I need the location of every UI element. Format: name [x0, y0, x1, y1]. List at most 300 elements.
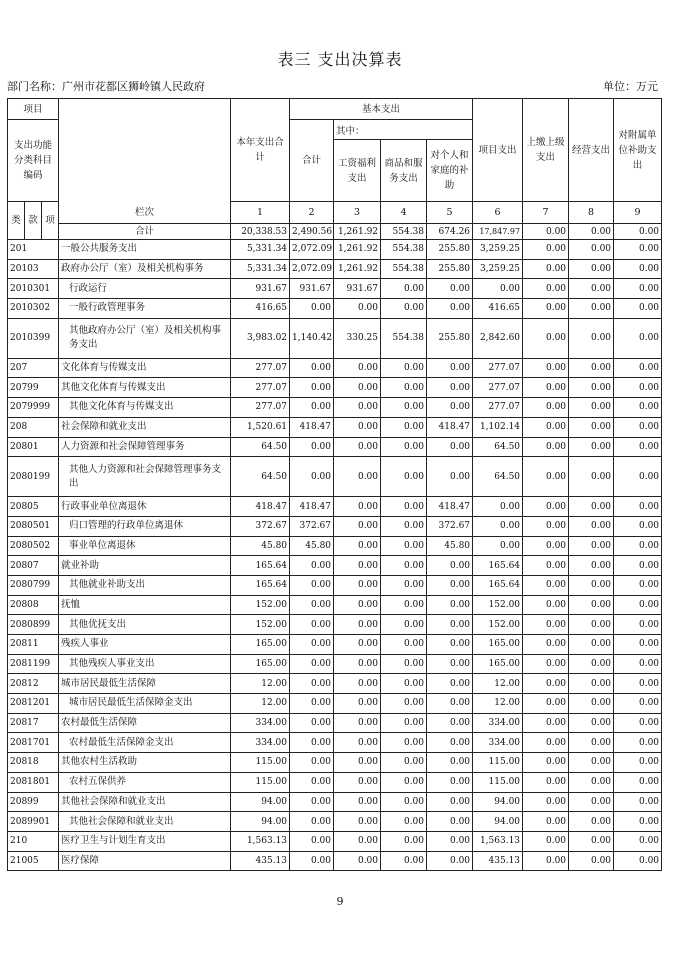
subject-name: 抚恤 [59, 595, 231, 615]
amount-cell: 0.00 [427, 831, 473, 851]
amount-cell: 64.50 [231, 457, 290, 497]
amount-cell: 0.00 [569, 299, 614, 319]
col-number: 8 [569, 202, 614, 224]
amount-cell: 115.00 [231, 772, 290, 792]
total-cell: 2,490.56 [290, 224, 334, 240]
amount-cell: 0.00 [569, 733, 614, 753]
amount-cell: 0.00 [569, 240, 614, 260]
amount-cell: 435.13 [473, 851, 523, 871]
amount-cell: 1,563.13 [473, 831, 523, 851]
subject-code: 20103 [8, 259, 59, 279]
col-number: 5 [427, 202, 473, 224]
amount-cell: 0.00 [381, 279, 427, 299]
department-name: 部门名称：广州市花都区狮岭镇人民政府 [7, 80, 205, 93]
amount-cell: 0.00 [427, 398, 473, 418]
table-row [8, 299, 662, 319]
amount-cell: 0.00 [334, 772, 381, 792]
expenditure-table [7, 98, 662, 871]
amount-cell: 0.00 [334, 437, 381, 457]
amount-cell: 0.00 [334, 831, 381, 851]
subject-name: 其他残疾人事业支出 [59, 654, 231, 674]
amount-cell: 0.00 [523, 398, 569, 418]
amount-cell: 0.00 [427, 812, 473, 832]
amount-cell: 0.00 [614, 772, 662, 792]
amount-cell: 1,102.14 [473, 417, 523, 437]
subject-name: 文化体育与传媒支出 [59, 358, 231, 378]
header-subtotal: 合计 [290, 120, 334, 202]
amount-cell: 0.00 [381, 733, 427, 753]
table-row [8, 674, 662, 694]
amount-cell: 334.00 [473, 733, 523, 753]
table-row [8, 575, 662, 595]
amount-cell: 5,331.34 [231, 240, 290, 260]
amount-cell: 0.00 [523, 378, 569, 398]
amount-cell: 418.47 [427, 497, 473, 517]
subject-name: 就业补助 [59, 556, 231, 576]
table-body [8, 240, 662, 871]
total-cell: 0.00 [614, 224, 662, 240]
header-xiang: 项 [42, 202, 59, 240]
amount-cell: 435.13 [231, 851, 290, 871]
header-of-which: 其中： [334, 120, 473, 140]
table-row [8, 733, 662, 753]
amount-cell: 0.00 [290, 457, 334, 497]
table-row [8, 694, 662, 714]
amount-cell: 0.00 [334, 398, 381, 418]
amount-cell: 334.00 [473, 713, 523, 733]
amount-cell: 418.47 [427, 417, 473, 437]
amount-cell: 0.00 [290, 753, 334, 773]
header-subsidiary: 对附属单位补助支出 [614, 99, 662, 202]
amount-cell: 94.00 [473, 812, 523, 832]
amount-cell: 0.00 [290, 615, 334, 635]
amount-cell: 12.00 [231, 694, 290, 714]
amount-cell: 0.00 [334, 299, 381, 319]
amount-cell: 0.00 [614, 635, 662, 655]
amount-cell: 0.00 [523, 299, 569, 319]
amount-cell: 94.00 [231, 792, 290, 812]
amount-cell: 0.00 [290, 674, 334, 694]
amount-cell: 0.00 [290, 713, 334, 733]
header-kuan: 款 [25, 202, 42, 240]
amount-cell: 277.07 [231, 358, 290, 378]
table-row [8, 753, 662, 773]
table-row [8, 240, 662, 260]
amount-cell: 0.00 [523, 437, 569, 457]
table-row [8, 259, 662, 279]
amount-cell: 0.00 [427, 851, 473, 871]
subject-code: 210 [8, 831, 59, 851]
subject-name: 城市居民最低生活保障 [59, 674, 231, 694]
amount-cell: 0.00 [381, 457, 427, 497]
subject-code: 2080899 [8, 615, 59, 635]
amount-cell: 0.00 [290, 654, 334, 674]
subject-name: 残疾人事业 [59, 635, 231, 655]
amount-cell: 0.00 [523, 654, 569, 674]
subject-code: 208 [8, 417, 59, 437]
amount-cell: 0.00 [427, 575, 473, 595]
amount-cell: 0.00 [427, 279, 473, 299]
amount-cell: 255.80 [427, 318, 473, 358]
amount-cell: 0.00 [523, 595, 569, 615]
col-number: 6 [473, 202, 523, 224]
amount-cell: 0.00 [334, 378, 381, 398]
subject-name: 其他文化体育与传媒支出 [59, 398, 231, 418]
table-row [8, 654, 662, 674]
amount-cell: 0.00 [290, 575, 334, 595]
amount-cell: 3,259.25 [473, 240, 523, 260]
col-number: 3 [334, 202, 381, 224]
table-row [8, 851, 662, 871]
amount-cell: 0.00 [523, 358, 569, 378]
amount-cell: 0.00 [523, 792, 569, 812]
table-row [8, 457, 662, 497]
subject-name: 农村最低生活保障金支出 [59, 733, 231, 753]
amount-cell: 0.00 [381, 358, 427, 378]
amount-cell: 0.00 [427, 635, 473, 655]
amount-cell: 152.00 [231, 615, 290, 635]
col-number: 7 [523, 202, 569, 224]
header-blank [59, 99, 231, 202]
amount-cell: 0.00 [427, 674, 473, 694]
amount-cell: 0.00 [569, 497, 614, 517]
amount-cell: 0.00 [569, 713, 614, 733]
amount-cell: 3,983.02 [231, 318, 290, 358]
subject-code: 20818 [8, 753, 59, 773]
amount-cell: 0.00 [473, 536, 523, 556]
amount-cell: 554.38 [381, 259, 427, 279]
amount-cell: 64.50 [231, 437, 290, 457]
amount-cell: 0.00 [290, 595, 334, 615]
amount-cell: 0.00 [334, 516, 381, 536]
amount-cell: 0.00 [334, 497, 381, 517]
subject-name: 其他文化体育与传媒支出 [59, 378, 231, 398]
table-row [8, 536, 662, 556]
amount-cell: 0.00 [614, 358, 662, 378]
amount-cell: 0.00 [569, 457, 614, 497]
amount-cell: 0.00 [334, 812, 381, 832]
amount-cell: 115.00 [473, 753, 523, 773]
amount-cell: 0.00 [381, 437, 427, 457]
total-cell: 0.00 [569, 224, 614, 240]
amount-cell: 277.07 [473, 398, 523, 418]
amount-cell: 418.47 [231, 497, 290, 517]
subject-code: 21005 [8, 851, 59, 871]
page-title: 表三 支出决算表 [277, 50, 403, 69]
subject-name: 医疗保障 [59, 851, 231, 871]
subject-code: 2081801 [8, 772, 59, 792]
amount-cell: 0.00 [523, 497, 569, 517]
amount-cell: 0.00 [290, 635, 334, 655]
amount-cell: 416.65 [473, 299, 523, 319]
amount-cell: 0.00 [569, 398, 614, 418]
amount-cell: 94.00 [473, 792, 523, 812]
subject-name: 一般行政管理事务 [59, 299, 231, 319]
amount-cell: 0.00 [427, 299, 473, 319]
table-row [8, 635, 662, 655]
amount-cell: 0.00 [523, 318, 569, 358]
amount-cell: 0.00 [523, 556, 569, 576]
amount-cell: 0.00 [614, 398, 662, 418]
amount-cell: 0.00 [427, 733, 473, 753]
amount-cell: 0.00 [290, 812, 334, 832]
amount-cell: 931.67 [334, 279, 381, 299]
amount-cell: 0.00 [614, 318, 662, 358]
subject-name: 人力资源和社会保障管理事务 [59, 437, 231, 457]
amount-cell: 0.00 [614, 575, 662, 595]
amount-cell: 3,259.25 [473, 259, 523, 279]
amount-cell: 0.00 [614, 417, 662, 437]
amount-cell: 152.00 [473, 595, 523, 615]
amount-cell: 0.00 [381, 753, 427, 773]
subject-code: 2081701 [8, 733, 59, 753]
subject-name: 其他优抚支出 [59, 615, 231, 635]
amount-cell: 277.07 [473, 378, 523, 398]
amount-cell: 165.00 [473, 635, 523, 655]
amount-cell: 0.00 [614, 851, 662, 871]
amount-cell: 0.00 [381, 635, 427, 655]
amount-cell: 0.00 [290, 378, 334, 398]
amount-cell: 416.65 [231, 299, 290, 319]
amount-cell: 0.00 [569, 318, 614, 358]
amount-cell: 0.00 [614, 457, 662, 497]
table-row [8, 812, 662, 832]
amount-cell: 255.80 [427, 259, 473, 279]
amount-cell: 0.00 [381, 851, 427, 871]
amount-cell: 0.00 [290, 792, 334, 812]
amount-cell: 0.00 [290, 831, 334, 851]
subject-code: 2080501 [8, 516, 59, 536]
amount-cell: 0.00 [523, 457, 569, 497]
amount-cell: 0.00 [381, 417, 427, 437]
amount-cell: 931.67 [290, 279, 334, 299]
table-row [8, 398, 662, 418]
amount-cell: 0.00 [614, 713, 662, 733]
amount-cell: 0.00 [614, 259, 662, 279]
amount-cell: 0.00 [334, 575, 381, 595]
amount-cell: 0.00 [473, 279, 523, 299]
amount-cell: 2,072.09 [290, 240, 334, 260]
amount-cell: 0.00 [334, 654, 381, 674]
amount-cell: 165.64 [473, 556, 523, 576]
amount-cell: 152.00 [473, 615, 523, 635]
amount-cell: 0.00 [381, 378, 427, 398]
amount-cell: 115.00 [231, 753, 290, 773]
amount-cell: 0.00 [334, 595, 381, 615]
amount-cell: 0.00 [523, 772, 569, 792]
amount-cell: 0.00 [523, 615, 569, 635]
subject-code: 2080199 [8, 457, 59, 497]
amount-cell: 0.00 [614, 536, 662, 556]
amount-cell: 0.00 [569, 595, 614, 615]
header-goods: 商品和服务支出 [381, 140, 427, 202]
amount-cell: 0.00 [381, 536, 427, 556]
amount-cell: 0.00 [427, 753, 473, 773]
amount-cell: 931.67 [231, 279, 290, 299]
header-lei: 类 [8, 202, 25, 240]
subject-name: 其他农村生活救助 [59, 753, 231, 773]
amount-cell: 0.00 [523, 575, 569, 595]
amount-cell: 0.00 [569, 674, 614, 694]
amount-cell: 0.00 [614, 516, 662, 536]
subject-name: 归口管理的行政单位离退休 [59, 516, 231, 536]
header-upper: 上缴上级支出 [523, 99, 569, 202]
amount-cell: 0.00 [381, 595, 427, 615]
amount-cell: 0.00 [523, 812, 569, 832]
amount-cell: 0.00 [427, 457, 473, 497]
amount-cell: 0.00 [614, 595, 662, 615]
amount-cell: 2,842.60 [473, 318, 523, 358]
amount-cell: 115.00 [473, 772, 523, 792]
header-item: 项目 [8, 99, 59, 120]
subject-name: 政府办公厅（室）及相关机构事务 [59, 259, 231, 279]
amount-cell: 0.00 [290, 437, 334, 457]
col-number: 1 [231, 202, 290, 224]
amount-cell: 0.00 [614, 497, 662, 517]
amount-cell: 0.00 [381, 831, 427, 851]
amount-cell: 0.00 [523, 536, 569, 556]
subject-name: 其他就业补助支出 [59, 575, 231, 595]
amount-cell: 0.00 [427, 772, 473, 792]
subject-code: 20801 [8, 437, 59, 457]
amount-cell: 0.00 [381, 398, 427, 418]
subject-name: 医疗卫生与计划生育支出 [59, 831, 231, 851]
amount-cell: 0.00 [614, 378, 662, 398]
subject-code: 2081201 [8, 694, 59, 714]
col-number: 4 [381, 202, 427, 224]
col-number: 9 [614, 202, 662, 224]
subject-name: 行政运行 [59, 279, 231, 299]
amount-cell: 0.00 [334, 536, 381, 556]
total-cell: 674.26 [427, 224, 473, 240]
amount-cell: 0.00 [614, 733, 662, 753]
amount-cell: 372.67 [427, 516, 473, 536]
amount-cell: 0.00 [614, 812, 662, 832]
amount-cell: 0.00 [523, 279, 569, 299]
amount-cell: 1,261.92 [334, 240, 381, 260]
amount-cell: 0.00 [569, 358, 614, 378]
amount-cell: 45.80 [427, 536, 473, 556]
amount-cell: 0.00 [614, 556, 662, 576]
amount-cell: 0.00 [381, 812, 427, 832]
amount-cell: 0.00 [427, 713, 473, 733]
amount-cell: 165.00 [231, 654, 290, 674]
amount-cell: 0.00 [569, 417, 614, 437]
table-header [8, 99, 662, 240]
amount-cell: 0.00 [290, 398, 334, 418]
amount-cell: 0.00 [334, 753, 381, 773]
amount-cell: 0.00 [614, 279, 662, 299]
amount-cell: 0.00 [523, 635, 569, 655]
header-wages: 工资福利支出 [334, 140, 381, 202]
table-row [8, 516, 662, 536]
subject-name: 其他社会保障和就业支出 [59, 812, 231, 832]
amount-cell: 0.00 [427, 615, 473, 635]
amount-cell: 554.38 [381, 318, 427, 358]
amount-cell: 0.00 [523, 753, 569, 773]
amount-cell: 372.67 [231, 516, 290, 536]
amount-cell: 0.00 [569, 851, 614, 871]
amount-cell: 12.00 [473, 694, 523, 714]
amount-cell: 418.47 [290, 417, 334, 437]
amount-cell: 12.00 [231, 674, 290, 694]
subject-code: 2010302 [8, 299, 59, 319]
amount-cell: 2,072.09 [290, 259, 334, 279]
amount-cell: 165.00 [473, 654, 523, 674]
amount-cell: 554.38 [381, 240, 427, 260]
amount-cell: 165.64 [231, 575, 290, 595]
amount-cell: 64.50 [473, 457, 523, 497]
amount-cell: 0.00 [569, 694, 614, 714]
subject-code: 2080502 [8, 536, 59, 556]
amount-cell: 0.00 [381, 792, 427, 812]
amount-cell: 334.00 [231, 713, 290, 733]
header-basic: 基本支出 [290, 99, 473, 120]
amount-cell: 0.00 [290, 694, 334, 714]
amount-cell: 0.00 [334, 358, 381, 378]
amount-cell: 0.00 [290, 733, 334, 753]
amount-cell: 0.00 [334, 694, 381, 714]
amount-cell: 165.64 [473, 575, 523, 595]
amount-cell: 0.00 [290, 851, 334, 871]
subject-code: 20817 [8, 713, 59, 733]
amount-cell: 0.00 [290, 358, 334, 378]
amount-cell: 277.07 [231, 378, 290, 398]
amount-cell: 0.00 [381, 654, 427, 674]
amount-cell: 1,261.92 [334, 259, 381, 279]
amount-cell: 277.07 [473, 358, 523, 378]
subject-name: 事业单位离退休 [59, 536, 231, 556]
amount-cell: 1,563.13 [231, 831, 290, 851]
amount-cell: 0.00 [381, 516, 427, 536]
table-row [8, 615, 662, 635]
amount-cell: 0.00 [381, 615, 427, 635]
amount-cell: 0.00 [427, 595, 473, 615]
amount-cell: 0.00 [334, 851, 381, 871]
table-row [8, 772, 662, 792]
amount-cell: 0.00 [614, 299, 662, 319]
subject-code: 207 [8, 358, 59, 378]
total-cell: 554.38 [381, 224, 427, 240]
header-operating: 经营支出 [569, 99, 614, 202]
subject-name: 其他政府办公厅（室）及相关机构事务支出 [59, 318, 231, 358]
amount-cell: 1,140.42 [290, 318, 334, 358]
table-row [8, 417, 662, 437]
amount-cell: 45.80 [290, 536, 334, 556]
amount-cell: 0.00 [334, 674, 381, 694]
amount-cell: 0.00 [614, 674, 662, 694]
amount-cell: 0.00 [569, 536, 614, 556]
amount-cell: 0.00 [569, 654, 614, 674]
amount-cell: 0.00 [523, 674, 569, 694]
amount-cell: 0.00 [381, 713, 427, 733]
amount-cell: 0.00 [523, 240, 569, 260]
subject-code: 20811 [8, 635, 59, 655]
amount-cell: 0.00 [523, 713, 569, 733]
amount-cell: 0.00 [427, 654, 473, 674]
amount-cell: 0.00 [334, 733, 381, 753]
amount-cell: 0.00 [381, 497, 427, 517]
amount-cell: 277.07 [231, 398, 290, 418]
amount-cell: 0.00 [614, 831, 662, 851]
subject-code: 20812 [8, 674, 59, 694]
subject-code: 20807 [8, 556, 59, 576]
amount-cell: 0.00 [569, 516, 614, 536]
amount-cell: 0.00 [334, 713, 381, 733]
header-project: 项目支出 [473, 99, 523, 202]
subject-code: 2079999 [8, 398, 59, 418]
subject-code: 2081199 [8, 654, 59, 674]
